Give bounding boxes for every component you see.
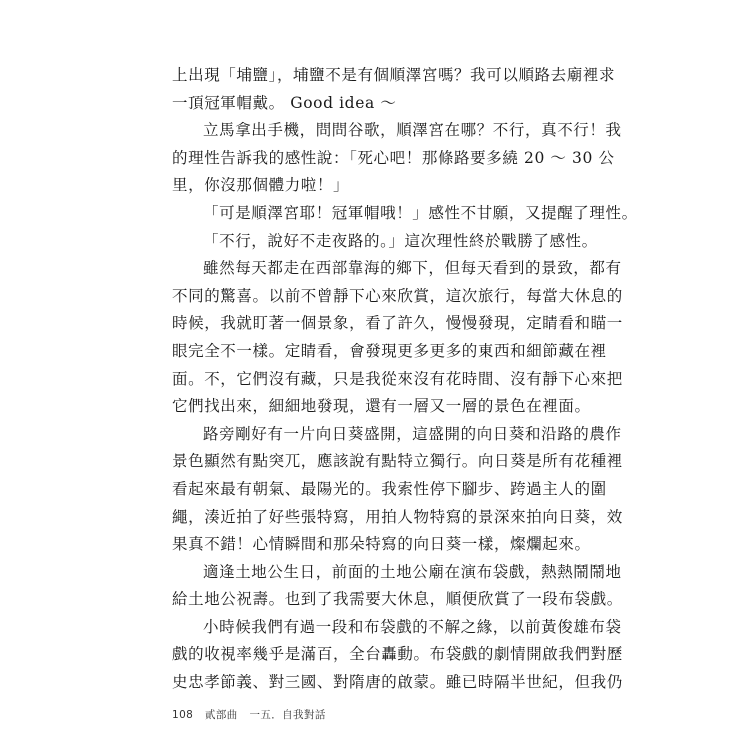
text-line: 戲的收視率幾乎是滿百，全台轟動。布袋戲的劇情開啟我們對歷	[172, 645, 623, 664]
text-line: 看起來最有朝氣、最陽光的。我索性停下腳步、跨過主人的圍	[172, 479, 607, 498]
text-line: 景色顯然有點突兀，應該說有點特立獨行。向日葵是所有花種裡	[172, 452, 623, 471]
text-line: 雖然每天都走在西部靠海的鄉下，但每天看到的景致，都有	[203, 259, 622, 278]
text-line: 「不行，說好不走夜路的。」這次理性終於戰勝了感性。	[203, 231, 598, 250]
text-line: 的理性告訴我的感性說：「死心吧！那條路要多繞 20 ～ 30 公	[172, 148, 615, 167]
page-footer	[172, 707, 334, 722]
page-number: 108	[172, 709, 194, 721]
chapter-title: 一五．自我對話	[249, 709, 326, 721]
text-line: 一頂冠軍帽戴。 Good idea ～	[172, 93, 397, 112]
text-line: 它們找出來，細細地發現，還有一層又一層的景色在裡面。	[172, 397, 591, 416]
text-line: 路旁剛好有一片向日葵盛開，這盛開的向日葵和沿路的農作	[203, 424, 622, 443]
text-line: 史忠孝節義、對三國、對隋唐的啟蒙。雖已時隔半世紀，但我仍	[172, 673, 623, 692]
text-line: 時候，我就盯著一個景象，看了許久，慢慢發現，定睛看和瞄一	[172, 314, 623, 333]
text-line: 上出現「埔鹽」，埔鹽不是有個順澤宮嗎？我可以順路去廟裡求	[172, 66, 616, 84]
text-line: 小時候我們有過一段和布袋戲的不解之緣，以前黃俊雄布袋	[203, 617, 622, 636]
body-text	[172, 62, 638, 697]
text-line: 里，你沒那個體力啦！」	[172, 176, 350, 195]
text-line: 果真不錯！心情瞬間和那朵特寫的向日葵一樣，燦爛起來。	[172, 535, 591, 554]
text-line: 不同的驚喜。以前不曾靜下心來欣賞，這次旅行，每當大休息的	[172, 286, 623, 305]
text-line: 繩，湊近拍了好些張特寫，用拍人物特寫的景深來拍向日葵，效	[172, 507, 623, 526]
text-line: 眼完全不一樣。定睛看，會發現更多更多的東西和細節藏在裡	[172, 341, 607, 360]
text-line: 立馬拿出手機，問問谷歌，順澤宮在哪？不行，真不行！我	[203, 121, 622, 140]
text-line: 「可是順澤宮耶！冠軍帽哦！」感性不甘願，又提醒了理性。	[203, 203, 638, 222]
part-title: 貳部曲	[205, 709, 238, 721]
text-line: 給土地公祝壽。也到了我需要大休息，順便欣賞了一段布袋戲。	[172, 590, 623, 609]
text-line: 面。不，它們沒有藏，只是我從來沒有花時間、沒有靜下心來把	[172, 369, 623, 388]
text-line: 適逢土地公生日，前面的土地公廟在演布袋戲，熱熱鬧鬧地	[203, 562, 622, 581]
